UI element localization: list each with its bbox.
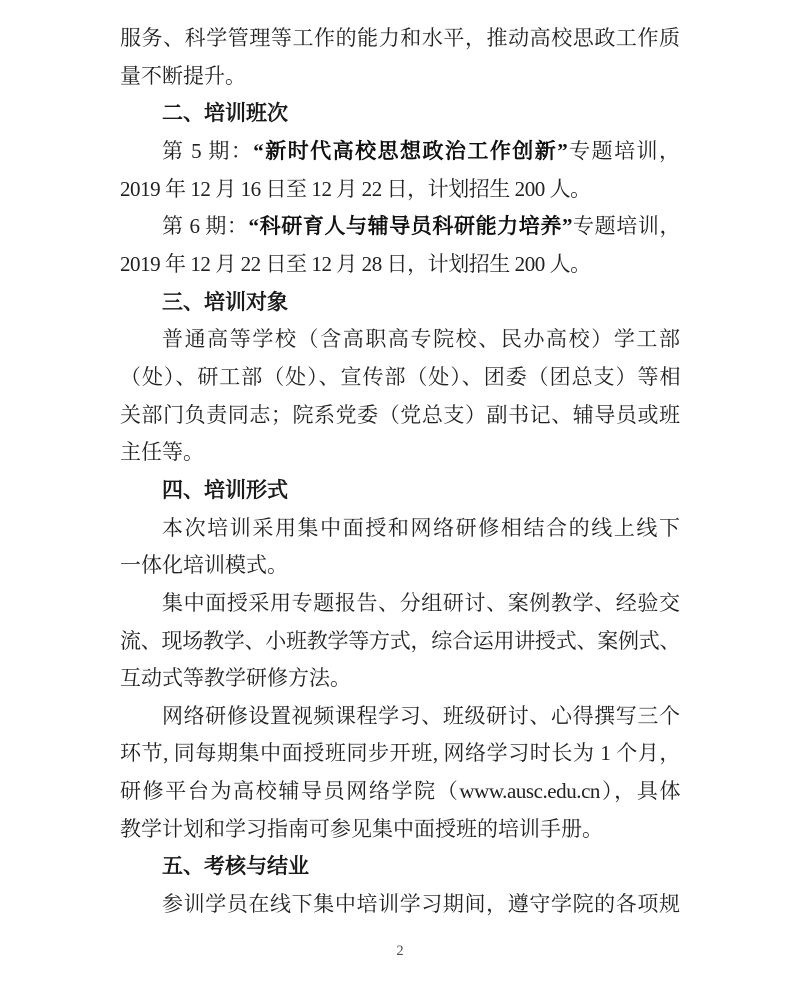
text-segment: 集中面授采用专题报告、分组研讨、案例教学、经验交 [162, 590, 680, 615]
text-line [120, 811, 680, 849]
text-segment: 关部门负责同志；院系党委（党总支）副书记、辅导员或班 [120, 402, 680, 427]
section-heading [120, 472, 680, 510]
text-segment: 环节, 同每期集中面授班同步开班, 网络学习时长为 1 个月， [120, 741, 680, 766]
text-segment: 专题培训， [567, 138, 681, 163]
text-segment: 第 5 期： [162, 138, 254, 163]
page-footer [0, 941, 800, 961]
section-heading [120, 284, 680, 322]
text-line [120, 660, 680, 698]
text-segment: 本次培训采用集中面授和网络研修相结合的线上线下 [162, 515, 680, 540]
text-line [120, 773, 680, 811]
text-segment: 研修平台为高校辅导员网络学院（www.ausc.edu.cn），具体 [120, 779, 680, 804]
text-segment: 2019 年 12 月 16 日至 12 月 22 日，计划招生 200 人。 [120, 176, 591, 201]
text-line [120, 397, 680, 435]
text-line [120, 886, 680, 924]
text-line [120, 321, 680, 359]
text-line [120, 585, 680, 623]
text-segment: 参训学员在线下集中培训学习期间，遵守学院的各项规 [162, 892, 680, 917]
text-segment: （处）、研工部（处）、宣传部（处）、团委（团总支）等相 [120, 364, 680, 389]
document-content [120, 20, 680, 924]
text-segment: 第 6 期： [162, 214, 249, 239]
body-paragraph [120, 133, 680, 208]
text-segment: 流、现场教学、小班教学等方式，综合运用讲授式、案例式、 [120, 628, 680, 653]
page-number: 2 [396, 943, 404, 959]
text-segment: 2019 年 12 月 22 日至 12 月 28 日，计划招生 200 人。 [120, 251, 591, 276]
text-segment: 三、培训对象 [162, 290, 288, 314]
section-heading [120, 848, 680, 886]
text-line [120, 284, 680, 322]
text-line [120, 848, 680, 886]
section-heading [120, 95, 680, 133]
text-segment: 四、培训形式 [162, 478, 288, 502]
text-segment: 互动式等教学研修方法。 [120, 666, 351, 691]
text-segment: 服务、科学管理等工作的能力和水平，推动高校思政工作质 [120, 26, 680, 50]
text-line [120, 133, 680, 171]
text-line [120, 623, 680, 661]
body-paragraph [120, 886, 680, 924]
text-line [120, 208, 680, 246]
body-paragraph [120, 321, 680, 472]
text-line [120, 58, 680, 96]
text-segment: 量不断提升。 [120, 63, 246, 88]
text-line [120, 359, 680, 397]
text-line [120, 735, 680, 773]
text-segment: 二、培训班次 [162, 102, 288, 126]
text-line [120, 95, 680, 133]
text-segment: 五、考核与结业 [162, 855, 309, 879]
body-paragraph [120, 585, 680, 698]
text-segment: 普通高等学校（含高职高专院校、民办高校）学工部 [162, 327, 680, 352]
text-line [120, 246, 680, 284]
body-paragraph [120, 510, 680, 585]
text-line [120, 171, 680, 209]
text-segment: 主任等。 [120, 440, 204, 465]
emphasis-text: “新时代高校思想政治工作创新” [253, 138, 568, 163]
text-segment: 网络研修设置视频课程学习、班级研讨、心得撰写三个 [162, 703, 680, 728]
body-paragraph [120, 698, 680, 849]
text-line [120, 472, 680, 510]
text-line [120, 698, 680, 736]
text-segment: 一体化培训模式。 [120, 553, 288, 578]
emphasis-text: “科研育人与辅导员科研能力培养” [248, 214, 573, 239]
text-line [120, 20, 680, 58]
text-line [120, 547, 680, 585]
text-line [120, 510, 680, 548]
body-paragraph [120, 20, 680, 95]
text-segment: 教学计划和学习指南可参见集中面授班的培训手册。 [120, 816, 603, 841]
text-line [120, 434, 680, 472]
body-paragraph [120, 208, 680, 283]
text-segment: 专题培训， [572, 214, 680, 239]
